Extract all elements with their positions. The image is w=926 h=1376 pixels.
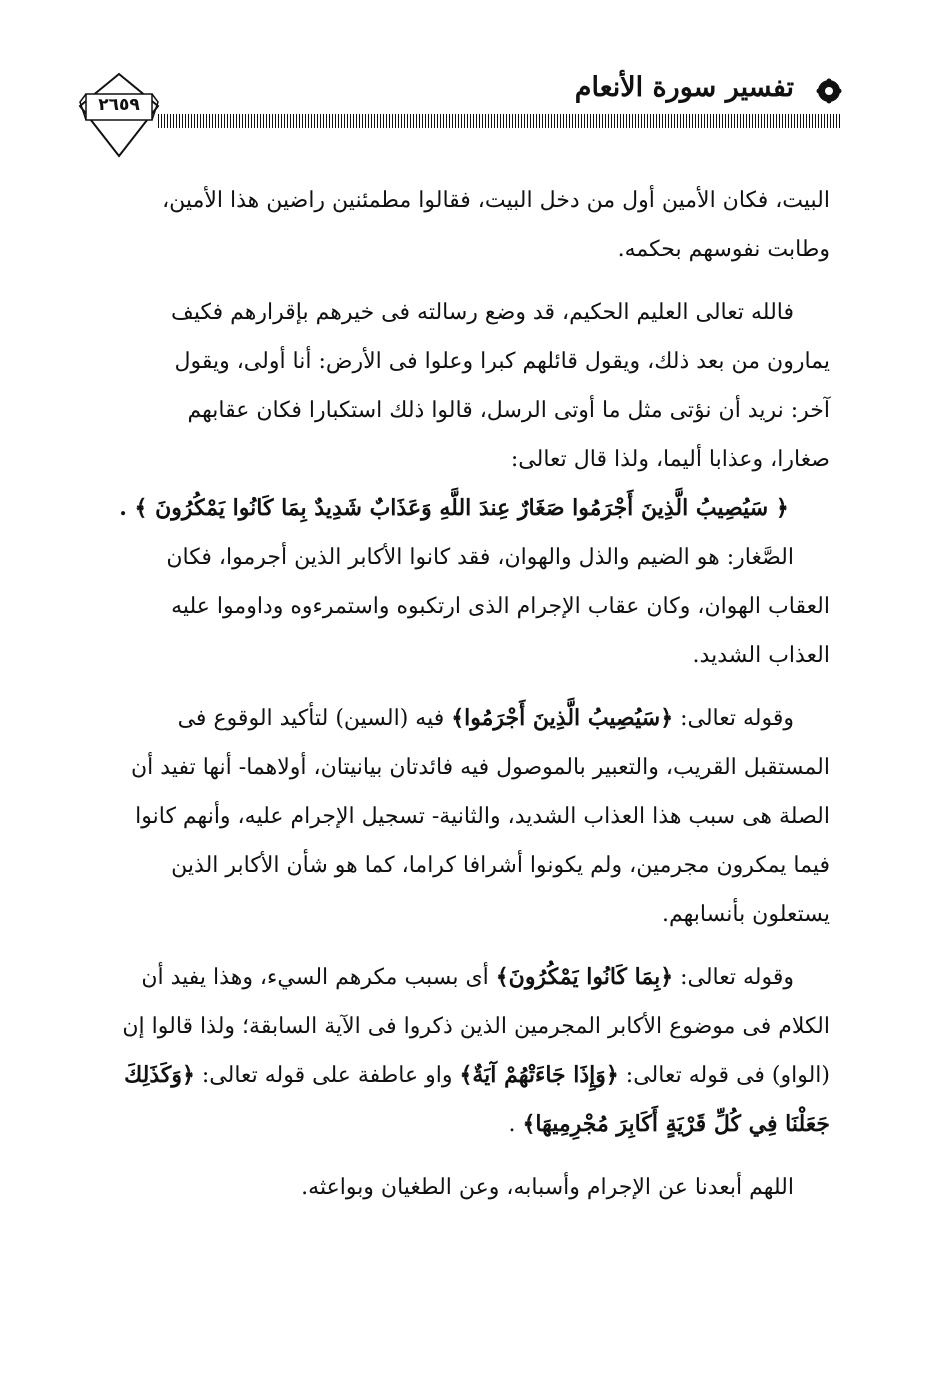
paragraph-5 xyxy=(78,953,830,1149)
header-rule xyxy=(158,114,840,128)
text-line: يمارون من بعد ذلك، ويقول قائلهم كبرا وعلوا فى الأرض: أنا أولى، ويقول xyxy=(174,349,830,374)
quran-verse: ﴿ سَيُصِيبُ الَّذِينَ أَجْرَمُوا صَغَارٌ عِندَ اللَّهِ وَعَذَابٌ شَدِيدٌ بِمَا كَانُوا يَمْكُرُونَ ﴾ . xyxy=(119,495,789,521)
text-line: العذاب الشديد. xyxy=(692,643,830,668)
paragraph-3 xyxy=(78,533,830,680)
text-line: فالله تعالى العليم الحكيم، قد وضع رسالته فى خيرهم بإقرارهم فكيف xyxy=(171,300,794,325)
paragraph-2 xyxy=(78,288,830,484)
text-line: فيما يمكرون مجرمين، ولم يكونوا أشرافا كراما، كما هو شأن الأكابر الذين xyxy=(171,853,830,878)
text-segment: (الواو) فى قوله تعالى: xyxy=(618,1063,830,1088)
text-segment: . xyxy=(508,1112,523,1137)
text-segment: فيه (السين) لتأكيد الوقوع فى xyxy=(177,706,452,731)
text-line: الصلة هى سبب هذا العذاب الشديد، والثانية- تسجيل الإجرام عليه، وأنهم كانوا xyxy=(135,804,830,829)
text-line: الكلام فى موضوع الأكابر المجرمين الذين ذكروا فى الآية السابقة؛ ولذا قالوا إن xyxy=(122,1014,830,1039)
paragraph-1 xyxy=(78,176,830,274)
quran-quote: ﴿بِمَا كَانُوا يَمْكُرُونَ﴾ xyxy=(495,964,674,990)
closing-prayer: اللهم أبعدنا عن الإجرام وأسبابه، وعن الطغيان وبواعثه. xyxy=(301,1175,794,1200)
text-line: البيت، فكان الأمين أول من دخل البيت، فقالوا مطمئنين راضين هذا الأمين، xyxy=(162,188,830,213)
page-header xyxy=(0,0,926,170)
text-segment: أى بسبب مكرهم السيء، وهذا يفيد أن xyxy=(141,965,496,990)
surah-title: تفسير سورة الأنعام xyxy=(574,72,794,103)
text-line: آخر: نريد أن نؤتى مثل ما أوتى الرسل، قالوا ذلك استكبارا فكان عقابهم xyxy=(187,398,830,423)
text-segment: واو عاطفة على قوله تعالى: xyxy=(194,1063,460,1088)
quran-quote: ﴿وَإِذَا جَاءَتْهُمْ آيَةٌ﴾ xyxy=(459,1062,619,1088)
text-line: وطابت نفوسهم بحكمه. xyxy=(617,237,830,262)
text-segment: وقوله تعالى: xyxy=(673,965,794,990)
paragraph-4 xyxy=(78,694,830,939)
page-number: ٢٦٥٩ xyxy=(98,95,140,115)
quran-quote: ﴿وَكَذَلِكَ xyxy=(124,1062,195,1088)
quran-quote: ﴿سَيُصِيبُ الَّذِينَ أَجْرَمُوا﴾ xyxy=(451,705,674,731)
page-number-badge-icon xyxy=(78,72,160,158)
page-body xyxy=(78,176,830,1212)
text-line: الصَّغار: هو الضيم والذل والهوان، فقد كانوا الأكابر الذين أجرموا، فكان xyxy=(166,545,794,570)
text-line: المستقبل القريب، والتعبير بالموصول فيه فائدتان بيانيتان، أولاهما- أنها تفيد أن xyxy=(131,755,830,780)
text-line: العقاب الهوان، وكان عقاب الإجرام الذى ارتكبوه واستمرءوه وداوموا عليه xyxy=(171,594,830,619)
text-segment: وقوله تعالى: xyxy=(673,706,794,731)
text-line: يستعلون بأنسابهم. xyxy=(662,902,830,927)
flower-ornament-icon xyxy=(816,78,842,108)
text-line: صغارا، وعذابا أليما، ولذا قال تعالى: xyxy=(510,447,830,472)
quran-quote: جَعَلْنَا فِي كُلِّ قَرْيَةٍ أَكَابِرَ مُجْرِمِيهَا﴾ xyxy=(522,1111,830,1137)
